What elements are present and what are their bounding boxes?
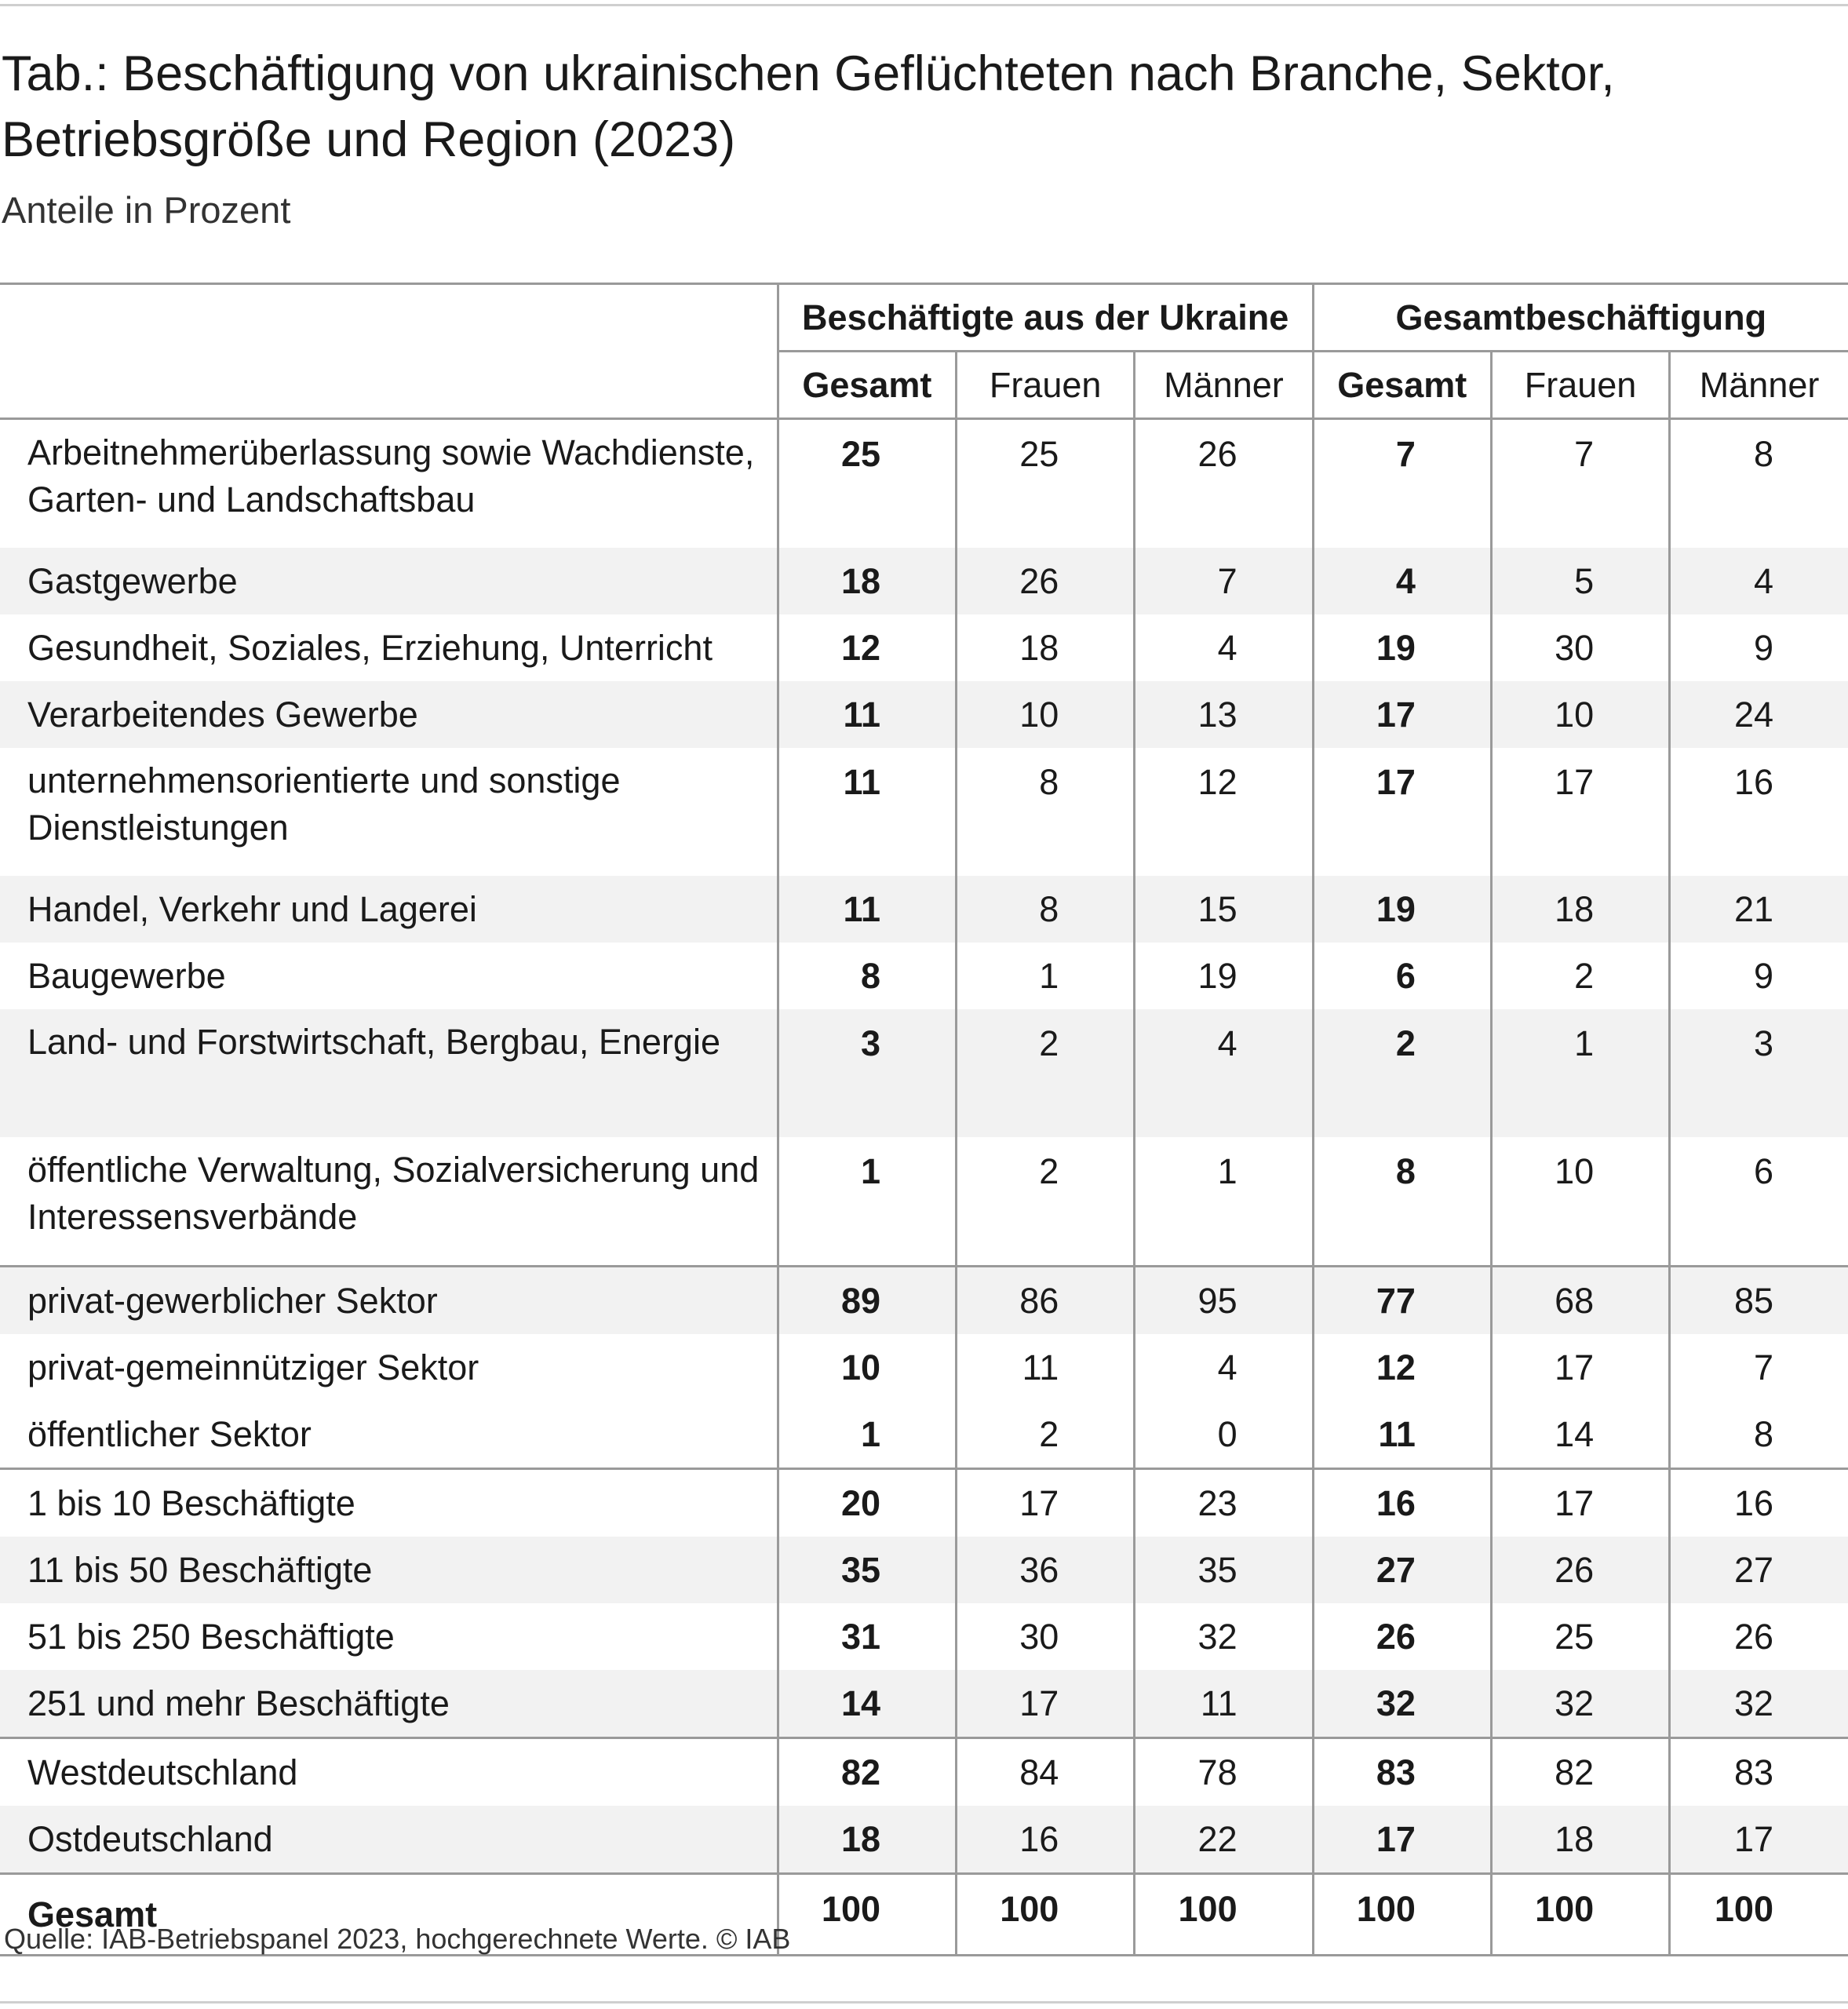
cell-total-gesamt: 11 xyxy=(1313,1401,1491,1469)
row-label: öffentliche Verwaltung, Sozialversicherung und Interessensverbände xyxy=(27,1150,760,1237)
row-label: 51 bis 250 Beschäftigte xyxy=(27,1616,395,1657)
cell-ukraine-maenner: 4 xyxy=(1135,614,1313,681)
cell-total-maenner: 9 xyxy=(1670,614,1848,681)
header-group-ukraine: Beschäftigte aus der Ukraine xyxy=(778,284,1313,352)
cell-ukraine-gesamt: 18 xyxy=(778,1806,956,1874)
header-maenner-ukraine: Männer xyxy=(1135,352,1313,419)
row-label: Verarbeitendes Gewerbe xyxy=(0,681,778,748)
cell-ukraine-frauen: 17 xyxy=(957,1670,1135,1738)
cell-ukraine-gesamt: 31 xyxy=(778,1603,956,1670)
cell-ukraine-maenner: 32 xyxy=(1135,1603,1313,1670)
cell-total-gesamt: 77 xyxy=(1313,1267,1491,1335)
cell-ukraine-gesamt: 3 xyxy=(778,1009,956,1137)
cell-ukraine-maenner: 26 xyxy=(1135,419,1313,549)
cell-ukraine-maenner: 1 xyxy=(1135,1137,1313,1267)
cell-ukraine-gesamt: 10 xyxy=(778,1334,956,1401)
cell-total-frauen: 26 xyxy=(1491,1537,1669,1603)
row-label: Arbeitnehmerüberlassung sowie Wachdienste, Garten- und Landschaftsbau xyxy=(27,432,755,520)
cell-total-maenner: 24 xyxy=(1670,681,1848,748)
cell-ukraine-maenner: 4 xyxy=(1135,1009,1313,1137)
cell-total-gesamt: 83 xyxy=(1313,1738,1491,1807)
table-row xyxy=(0,1537,1848,1603)
table-row xyxy=(0,1806,1848,1874)
table-row xyxy=(0,1267,1848,1335)
cell-total-frauen: 30 xyxy=(1491,614,1669,681)
table-subtitle: Anteile in Prozent xyxy=(2,189,291,231)
table-row xyxy=(0,943,1848,1009)
row-label: privat-gewerblicher Sektor xyxy=(0,1267,778,1335)
cell-ukraine-gesamt: 12 xyxy=(778,614,956,681)
cell-ukraine-frauen: 16 xyxy=(957,1806,1135,1874)
header-group-total: Gesamtbeschäftigung xyxy=(1313,284,1848,352)
cell-ukraine-gesamt: 14 xyxy=(778,1670,956,1738)
cell-total-maenner: 7 xyxy=(1670,1334,1848,1401)
cell-total-maenner: 9 xyxy=(1670,943,1848,1009)
cell-ukraine-maenner: 22 xyxy=(1135,1806,1313,1874)
cell-ukraine-maenner: 4 xyxy=(1135,1334,1313,1401)
cell-ukraine-gesamt: 11 xyxy=(778,876,956,943)
cell-total-frauen: 17 xyxy=(1491,1469,1669,1537)
cell-ukraine-maenner: 11 xyxy=(1135,1670,1313,1738)
cell-ukraine-maenner: 15 xyxy=(1135,876,1313,943)
cell-ukraine-frauen: 36 xyxy=(957,1537,1135,1603)
cell-total-maenner: 85 xyxy=(1670,1267,1848,1335)
data-table xyxy=(0,283,1848,1956)
cell-ukraine-gesamt: 8 xyxy=(778,943,956,1009)
table-row xyxy=(0,876,1848,943)
cell-ukraine-frauen: 26 xyxy=(957,548,1135,614)
cell-total-gesamt: 17 xyxy=(1313,681,1491,748)
cell-ukraine-frauen: 84 xyxy=(957,1738,1135,1807)
cell-ukraine-gesamt: 100 xyxy=(778,1874,956,1956)
cell-total-frauen: 1 xyxy=(1491,1009,1669,1137)
cell-total-frauen: 82 xyxy=(1491,1738,1669,1807)
table-row xyxy=(0,1670,1848,1738)
cell-ukraine-maenner: 100 xyxy=(1135,1874,1313,1956)
cell-ukraine-frauen: 18 xyxy=(957,614,1135,681)
cell-total-maenner: 6 xyxy=(1670,1137,1848,1267)
cell-total-frauen: 100 xyxy=(1491,1874,1669,1956)
row-label: Gesamt xyxy=(0,1874,778,1956)
cell-total-maenner: 16 xyxy=(1670,1469,1848,1537)
bottom-rule xyxy=(0,2001,1848,2004)
cell-total-frauen: 7 xyxy=(1491,419,1669,549)
cell-total-gesamt: 27 xyxy=(1313,1537,1491,1603)
cell-total-gesamt: 4 xyxy=(1313,548,1491,614)
cell-total-maenner: 21 xyxy=(1670,876,1848,943)
cell-total-gesamt: 32 xyxy=(1313,1670,1491,1738)
cell-total-frauen: 17 xyxy=(1491,1334,1669,1401)
cell-total-gesamt: 6 xyxy=(1313,943,1491,1009)
cell-ukraine-frauen: 30 xyxy=(957,1603,1135,1670)
row-label: Gastgewerbe xyxy=(0,548,778,614)
cell-ukraine-gesamt: 25 xyxy=(778,419,956,549)
cell-ukraine-maenner: 7 xyxy=(1135,548,1313,614)
cell-total-frauen: 14 xyxy=(1491,1401,1669,1469)
cell-total-gesamt: 26 xyxy=(1313,1603,1491,1670)
table-title: Tab.: Beschäftigung von ukrainischen Geflüchteten nach Branche, Sektor, Betriebsgröße und Region (2023) xyxy=(2,46,1615,167)
cell-ukraine-frauen: 8 xyxy=(957,748,1135,876)
table-row xyxy=(0,1603,1848,1670)
table-row xyxy=(0,1009,1848,1137)
row-label: Ostdeutschland xyxy=(0,1806,778,1874)
row-label: 1 bis 10 Beschäftigte xyxy=(0,1469,778,1537)
cell-total-gesamt: 17 xyxy=(1313,748,1491,876)
header-frauen-ukraine: Frauen xyxy=(957,352,1135,419)
cell-ukraine-frauen: 1 xyxy=(957,943,1135,1009)
row-label: Baugewerbe xyxy=(27,955,226,996)
row-label: öffentlicher Sektor xyxy=(27,1413,312,1454)
cell-total-maenner: 100 xyxy=(1670,1874,1848,1956)
header-gesamt-total: Gesamt xyxy=(1313,352,1491,419)
cell-total-gesamt: 7 xyxy=(1313,419,1491,549)
cell-ukraine-gesamt: 11 xyxy=(778,681,956,748)
cell-total-gesamt: 2 xyxy=(1313,1009,1491,1137)
cell-total-frauen: 25 xyxy=(1491,1603,1669,1670)
cell-ukraine-frauen: 17 xyxy=(957,1469,1135,1537)
cell-ukraine-maenner: 78 xyxy=(1135,1738,1313,1807)
cell-total-gesamt: 17 xyxy=(1313,1806,1491,1874)
cell-total-maenner: 83 xyxy=(1670,1738,1848,1807)
row-label: Handel, Verkehr und Lagerei xyxy=(0,876,778,943)
cell-ukraine-gesamt: 82 xyxy=(778,1738,956,1807)
cell-total-gesamt: 19 xyxy=(1313,876,1491,943)
cell-total-maenner: 4 xyxy=(1670,548,1848,614)
cell-total-maenner: 8 xyxy=(1670,1401,1848,1469)
cell-ukraine-frauen: 2 xyxy=(957,1009,1135,1137)
cell-ukraine-frauen: 2 xyxy=(957,1401,1135,1469)
header-row-groups xyxy=(0,284,1848,352)
cell-ukraine-frauen: 100 xyxy=(957,1874,1135,1956)
table-row xyxy=(0,1401,1848,1469)
cell-total-maenner: 32 xyxy=(1670,1670,1848,1738)
cell-total-maenner: 3 xyxy=(1670,1009,1848,1137)
cell-ukraine-frauen: 86 xyxy=(957,1267,1135,1335)
table-row xyxy=(0,419,1848,549)
cell-ukraine-gesamt: 89 xyxy=(778,1267,956,1335)
cell-total-gesamt: 16 xyxy=(1313,1469,1491,1537)
cell-total-frauen: 17 xyxy=(1491,748,1669,876)
cell-ukraine-gesamt: 20 xyxy=(778,1469,956,1537)
cell-ukraine-gesamt: 11 xyxy=(778,748,956,876)
table-row xyxy=(0,614,1848,681)
cell-ukraine-gesamt: 35 xyxy=(778,1537,956,1603)
cell-ukraine-maenner: 35 xyxy=(1135,1537,1313,1603)
cell-ukraine-gesamt: 1 xyxy=(778,1137,956,1267)
cell-total-frauen: 18 xyxy=(1491,876,1669,943)
cell-ukraine-frauen: 2 xyxy=(957,1137,1135,1267)
header-row-sub xyxy=(0,352,1848,419)
table-row xyxy=(0,1738,1848,1807)
cell-total-gesamt: 8 xyxy=(1313,1137,1491,1267)
header-gesamt-ukraine: Gesamt xyxy=(778,352,956,419)
table-row xyxy=(0,548,1848,614)
cell-total-gesamt: 19 xyxy=(1313,614,1491,681)
cell-ukraine-gesamt: 1 xyxy=(778,1401,956,1469)
cell-ukraine-maenner: 0 xyxy=(1135,1401,1313,1469)
cell-ukraine-maenner: 13 xyxy=(1135,681,1313,748)
header-corner xyxy=(0,284,778,352)
table-row xyxy=(0,748,1848,876)
cell-total-frauen: 2 xyxy=(1491,943,1669,1009)
cell-ukraine-frauen: 8 xyxy=(957,876,1135,943)
cell-total-frauen: 18 xyxy=(1491,1806,1669,1874)
cell-total-frauen: 10 xyxy=(1491,1137,1669,1267)
row-label: Gesundheit, Soziales, Erziehung, Unterricht xyxy=(27,627,713,668)
table-row xyxy=(0,1469,1848,1537)
header-maenner-total: Männer xyxy=(1670,352,1848,419)
table-row xyxy=(0,681,1848,748)
cell-ukraine-frauen: 25 xyxy=(957,419,1135,549)
header-corner-sub xyxy=(0,352,778,419)
table-row xyxy=(0,1137,1848,1267)
table-row xyxy=(0,1334,1848,1401)
cell-total-frauen: 68 xyxy=(1491,1267,1669,1335)
cell-total-frauen: 32 xyxy=(1491,1670,1669,1738)
header-frauen-total: Frauen xyxy=(1491,352,1669,419)
cell-total-frauen: 5 xyxy=(1491,548,1669,614)
cell-total-maenner: 27 xyxy=(1670,1537,1848,1603)
cell-ukraine-maenner: 19 xyxy=(1135,943,1313,1009)
cell-total-maenner: 17 xyxy=(1670,1806,1848,1874)
row-label: privat-gemeinnütziger Sektor xyxy=(27,1347,479,1387)
row-label: unternehmensorientierte und sonstige Dienstleistungen xyxy=(27,760,621,848)
row-label: Westdeutschland xyxy=(0,1738,778,1807)
cell-ukraine-frauen: 10 xyxy=(957,681,1135,748)
cell-total-maenner: 16 xyxy=(1670,748,1848,876)
cell-ukraine-maenner: 12 xyxy=(1135,748,1313,876)
row-label: Land- und Forstwirtschaft, Bergbau, Energie xyxy=(0,1009,778,1137)
top-rule xyxy=(0,4,1848,6)
cell-ukraine-maenner: 95 xyxy=(1135,1267,1313,1335)
cell-total-gesamt: 12 xyxy=(1313,1334,1491,1401)
cell-total-maenner: 26 xyxy=(1670,1603,1848,1670)
source-note: Quelle: IAB-Betriebspanel 2023, hochgerechnete Werte. © IAB xyxy=(4,1923,791,1955)
cell-ukraine-frauen: 11 xyxy=(957,1334,1135,1401)
cell-total-gesamt: 100 xyxy=(1313,1874,1491,1956)
row-label: 11 bis 50 Beschäftigte xyxy=(0,1537,778,1603)
cell-total-frauen: 10 xyxy=(1491,681,1669,748)
cell-ukraine-gesamt: 18 xyxy=(778,548,956,614)
cell-total-maenner: 8 xyxy=(1670,419,1848,549)
cell-ukraine-maenner: 23 xyxy=(1135,1469,1313,1537)
row-label: 251 und mehr Beschäftigte xyxy=(0,1670,778,1738)
